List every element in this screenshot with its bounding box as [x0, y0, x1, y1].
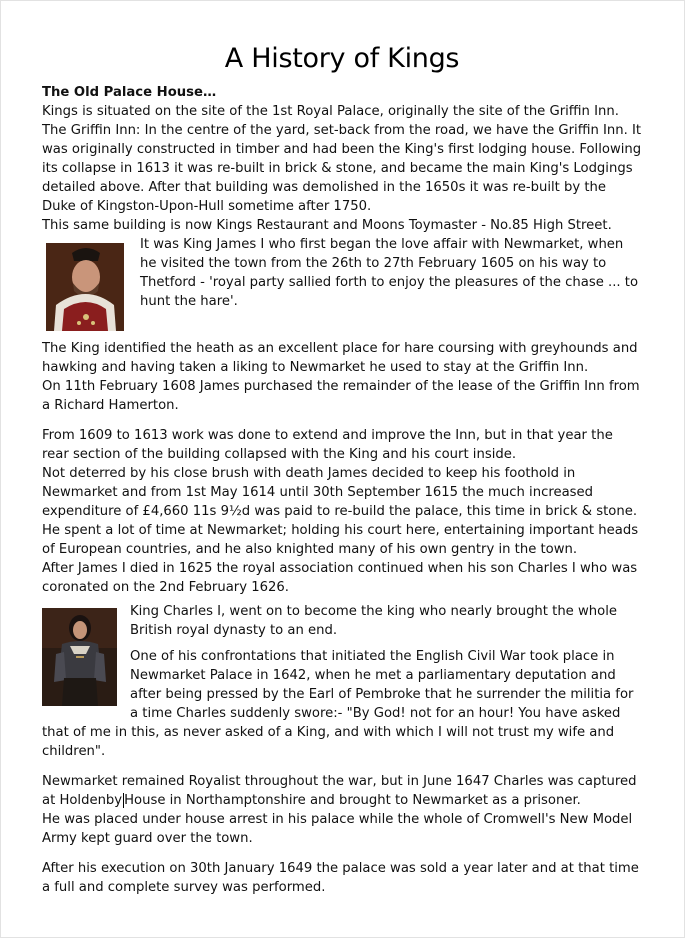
intro-paragraph: Kings is situated on the site of the 1st Royal Palace, originally the site of the Griffin Inn. [42, 104, 619, 119]
james-paragraph: The King identified the heath as an excellent place for hare coursing with greyhounds and hawking and having taken a liking to Newmarket he used to stay at the Griffin Inn. [42, 341, 638, 375]
document-body [42, 41, 642, 897]
rebuild-paragraph: Not deterred by his close brush with death James decided to keep his foothold in Newmarket and from 1st May 1614 until 30th September 1615 the much increased expenditure of £4,660 11s 9½d was paid to re-build the palace, this time in brick & stone. [42, 466, 638, 519]
rebuild-paragraph: From 1609 to 1613 work was done to extend and improve the Inn, but in that year the rear section of the building collapsed with the King and his court inside. [42, 428, 613, 462]
civil-war-paragraph [42, 772, 642, 810]
charles-caption: King Charles I, went on to become the king who nearly brought the whole British royal dynasty to an end. [130, 604, 617, 638]
charles-figure [42, 602, 642, 761]
closing-paragraph: After his execution on 30th January 1649 the palace was sold a year later and at that time a full and complete survey was performed. [42, 861, 639, 895]
intro-paragraph: This same building is now Kings Restaurant and Moons Toymaster - No.85 High Street. [42, 218, 612, 233]
civil-war-text-after-cursor: House in Northamptonshire and brought to Newmarket as a prisoner. [124, 793, 581, 808]
rebuild-paragraph: After James I died in 1625 the royal association continued when his son Charles I who was coronated on the 2nd February 1626. [42, 561, 638, 595]
james-paragraph: On 11th February 1608 James purchased the remainder of the lease of the Griffin Inn from a Richard Hamerton. [42, 379, 640, 413]
civil-war-paragraph: He was placed under house arrest in his palace while the whole of Cromwell's New Model Army kept guard over the town. [42, 812, 633, 846]
king-james-portrait [46, 243, 124, 331]
king-charles-portrait-image [42, 608, 117, 706]
king-james-portrait-image [46, 243, 124, 331]
king-charles-portrait [42, 608, 117, 706]
section-heading: The Old Palace House… [42, 85, 217, 100]
james-figure [42, 235, 642, 339]
page-title: A History of Kings [224, 43, 460, 74]
civil-war-text-before-cursor: Newmarket remained Royalist throughout the war, but in June 1647 Charles was captured at Holdenby [42, 774, 637, 808]
james-caption: It was King James I who first began the love affair with Newmarket, when he visited the town from the 26th to 27th February 1605 on his way to Thetford - 'royal party sallied forth to enjoy the pleasures of the chase ... to hunt the hare'. [140, 237, 639, 309]
intro-paragraph: The Griffin Inn: In the centre of the yard, set-back from the road, we have the Griffin Inn. It was originally constructed in timber and had been the King's first lodging house. Following its collapse in 1613 it was re-built in brick & stone, and became the main King's Lodgings detailed above. After that building was demolished in the 1650s it was re-built by the Duke of Kingston-Upon-Hull sometime after 1750. [42, 123, 642, 214]
rebuild-paragraph: He spent a lot of time at Newmarket; holding his court here, entertaining important heads of European countries, and he also knighted many of his own gentry in the town. [42, 523, 639, 557]
charles-paragraph: One of his confrontations that initiated the English Civil War took place in Newmarket Palace in 1642, when he met a parliamentary deputation and after being pressed by the Earl of Pembroke that he surrender the militia for a time Charles suddenly swore:- "By God! not for an hour! You have asked that of me in this, as never asked of a King, and with which I will not trust my wife and children". [42, 649, 634, 759]
